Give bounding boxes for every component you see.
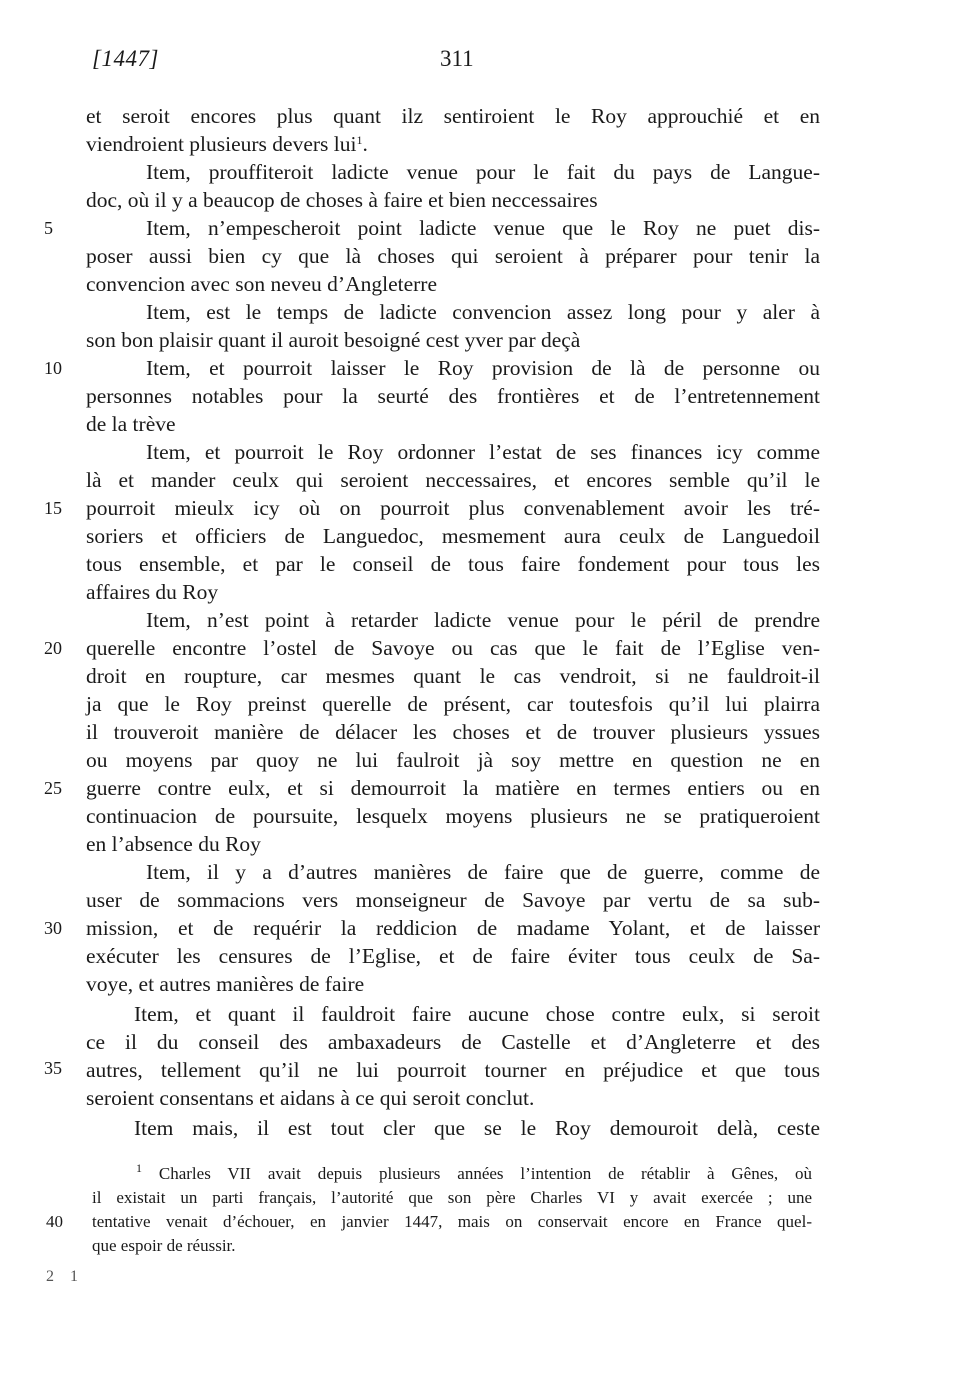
text-line: Item, et pourroit le Roy ordonner l’estat de ses finances icy comme <box>146 440 820 464</box>
text-line: pourroit mieulx icy où on pourroit plus convenablement avoir les tré- <box>86 496 820 520</box>
text-line: tous ensemble, et par le conseil de tous faire fondement pour tous les <box>86 552 820 576</box>
line-number: 20 <box>44 638 62 658</box>
line-number: 5 <box>44 218 53 238</box>
text-line: personnes notables pour la seurté des frontières et de l’entretennement <box>86 384 820 408</box>
text-line: Item, il y a d’autres manières de faire que de guerre, comme de <box>146 860 820 884</box>
footnote-text: Charles VII avait depuis plusieurs années l’intention de rétablir à Gênes, où <box>158 1164 812 1183</box>
text-line: droit en roupture, car mesmes quant le cas vendroit, si ne fauldroit-il <box>86 664 820 688</box>
text-line: mission, et de requérir la reddicion de madame Yolant, et de laisser <box>86 916 820 940</box>
text-line: ou moyens par quoy ne lui faulroit jà soy mettre en question ne en <box>86 748 820 772</box>
text-line: exécuter les censures de l’Eglise, et de faire éviter tous ceulx de Sa- <box>86 944 820 968</box>
text-line: Item, et pourroit laisser le Roy provision de là de personne ou <box>146 356 820 380</box>
footnote-line: tentative venait d’échouer, en janvier 1447, mais on conservait encore en France quel- <box>92 1212 812 1231</box>
text-line: Item mais, il est tout cler que se le Roy demouroit delà, ceste <box>134 1116 820 1140</box>
text-line: Item, et quant il fauldroit faire aucune chose contre eulx, si seroit <box>134 1002 820 1026</box>
line-number: 40 <box>46 1212 63 1231</box>
footnote-line: il existait un parti français, l’autorité que son père Charles VI y avait exercée ; une <box>92 1188 812 1207</box>
text-line: seroient consentans et aidans à ce qui seroit conclut. <box>86 1086 535 1110</box>
running-head-year: [1447] <box>92 46 159 71</box>
line-number: 10 <box>44 358 62 378</box>
text-line: Item, n’empescheroit point ladicte venue que le Roy ne puet dis- <box>146 216 820 240</box>
line-number: 30 <box>44 918 62 938</box>
line-number: 15 <box>44 498 62 518</box>
text-line: ce il du conseil des ambaxadeurs de Castelle et d’Angleterre et des <box>86 1030 820 1054</box>
text-line: convencion avec son neveu d’Angleterre <box>86 272 438 296</box>
footnote-line: que espoir de réussir. <box>92 1236 236 1255</box>
text-line: de la trève <box>86 412 176 436</box>
text-line: en l’absence du Roy <box>86 832 261 856</box>
text-line-content: viendroient plusieurs devers lui <box>86 132 357 156</box>
text-line: Item, n’est point à retarder ladicte venue pour le péril de prendre <box>146 608 820 632</box>
text-line: querelle encontre l’ostel de Savoye ou cas que le fait de l’Eglise ven- <box>86 636 820 660</box>
footnote-marker: 1 <box>136 1161 142 1175</box>
text-line: user de sommacions vers monseigneur de Savoye par vertu de sa sub- <box>86 888 820 912</box>
line-number: 35 <box>44 1058 62 1078</box>
page-number: 311 <box>440 46 474 71</box>
text-line: Item, est le temps de ladicte convencion assez long pour y aler à <box>146 300 820 324</box>
text-line: voye, et autres manières de faire <box>86 972 365 996</box>
footnote-line <box>136 1162 812 1186</box>
text-line: son bon plaisir quant il auroit besoigné cest yver par deçà <box>86 328 581 352</box>
text-line: continuacion de poursuite, lesquelx moyens plusieurs ne se pratiqueroient <box>86 804 820 828</box>
text-line: doc, où il y a beaucop de choses à faire et bien neccessaires <box>86 188 598 212</box>
text-line: viendroient plusieurs devers lui$^1$. <box>86 132 368 156</box>
text-line: soriers et officiers de Languedoc, mesmement aura ceulx de Languedoil <box>86 524 820 548</box>
text-line: ja que le Roy preinst querelle de présent, car toutesfois qu’il lui plairra <box>86 692 820 716</box>
text-line: poser aussi bien cy que là choses qui seroient à préparer pour tenir la <box>86 244 820 268</box>
text-line: il trouveroit manière de délacer les choses et de trouver plusieurs yssues <box>86 720 820 744</box>
text-line: et seroit encores plus quant ilz sentiroient le Roy approuchié et en <box>86 104 820 128</box>
text-line: Item, prouffiteroit ladicte venue pour le fait du pays de Langue- <box>146 160 820 184</box>
printer-signature: 2 1 <box>46 1268 84 1285</box>
line-number: 25 <box>44 778 62 798</box>
footnote-reference[interactable]: 1 <box>356 133 363 147</box>
text-line: là et mander ceulx qui seroient neccessaires, et encores semble qu’il le <box>86 468 820 492</box>
text-line: guerre contre eulx, et si demourroit la matière en termes entiers ou en <box>86 776 820 800</box>
text-line: autres, tellement qu’il ne lui pourroit tourner en préjudice et que tous <box>86 1058 820 1082</box>
text-line: affaires du Roy <box>86 580 219 604</box>
